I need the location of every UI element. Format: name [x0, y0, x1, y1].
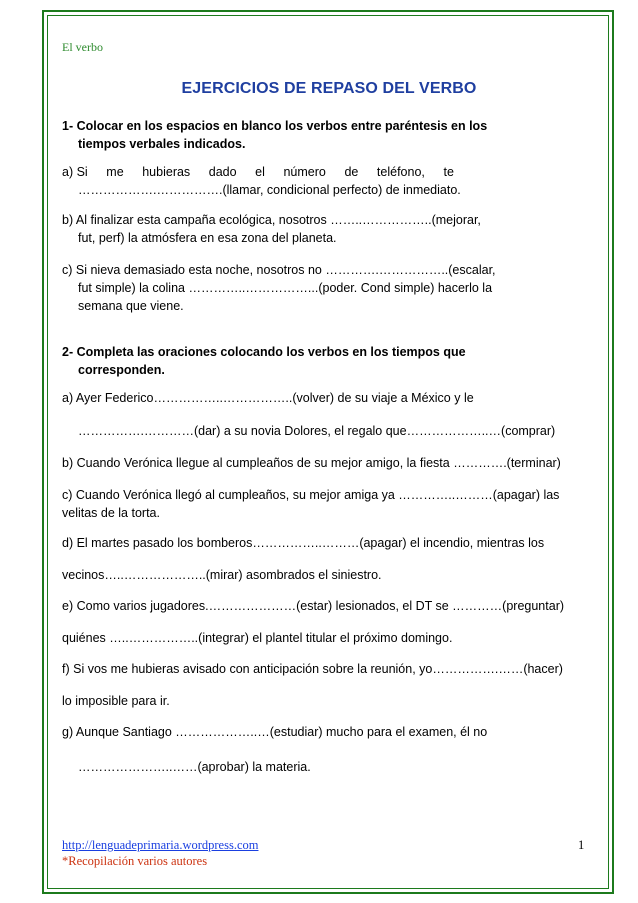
exercise2-e-line1: e) Como varios jugadores.…………………(estar) lesionados, el DT se …………(preguntar): [62, 599, 565, 613]
exercise2-f-line2: lo imposible para ir.: [62, 694, 170, 708]
word: a) Si: [62, 165, 88, 179]
exercise2-g-line1: g) Aunque Santiago ………………..…(estudiar) mucho para el examen, él no: [62, 725, 488, 739]
exercise1-b-line1: b) Al finalizar esta campaña ecológica, nosotros ……..……………..(mejorar,: [62, 213, 481, 227]
exercise1-c-line3: semana que viene.: [78, 299, 184, 313]
page-number: 1: [578, 838, 585, 852]
section2-heading-line2: corresponden.: [78, 363, 165, 377]
exercise1-c-line2: fut simple) la colina …………..……………...(poder. Cond simple) hacerlo la: [78, 281, 493, 295]
exercise1-b-line2: fut, perf) la atmósfera en esa zona del planeta.: [78, 231, 337, 245]
exercise2-a-line1: a) Ayer Federico……………..……………..(volver) de su viaje a México y le: [62, 391, 474, 405]
word: teléfono,: [376, 165, 425, 179]
section2-heading-line1: 2- Completa las oraciones colocando los verbos en los tiempos que: [62, 345, 466, 359]
word: te: [443, 165, 454, 179]
exercise2-a-line2: …………….…………(dar) a su novia Dolores, el regalo que………………..…(comprar): [78, 424, 556, 438]
exercise1-a-line2: ……………….…………….(llamar, condicional perfecto) de inmediato.: [78, 183, 461, 197]
exercise1-a-line1: [62, 162, 454, 182]
exercise1-c-line1: c) Si nieva demasiado esta noche, nosotros no ………….……………..(escalar,: [62, 263, 496, 277]
exercise2-d-line2: vecinos…..………………..(mirar) asombrados el siniestro.: [62, 568, 382, 582]
exercise2-e-line2: quiénes …..……………..(integrar) el plantel titular el próximo domingo.: [62, 631, 453, 645]
exercise2-c-line2: velitas de la torta.: [62, 506, 160, 520]
word: hubieras: [142, 165, 191, 179]
section1-heading-line2: tiempos verbales indicados.: [78, 137, 246, 151]
exercise2-d-line1: d) El martes pasado los bomberos……………..………(apagar) el incendio, mientras los: [62, 536, 545, 550]
word: de: [344, 165, 359, 179]
word: el: [255, 165, 265, 179]
section1-heading-line1: 1- Colocar en los espacios en blanco los verbos entre paréntesis en los: [62, 119, 488, 133]
footer-link[interactable]: http://lenguadeprimaria.wordpress.com: [62, 838, 259, 852]
word: dado: [208, 165, 237, 179]
word: número: [283, 165, 326, 179]
exercise2-b-line1: b) Cuando Verónica llegue al cumpleaños de su mejor amigo, la fiesta ………….(terminar): [62, 456, 561, 470]
exercise2-f-line1: f) Si vos me hubieras avisado con anticipación sobre la reunión, yo…………….……(hacer): [62, 662, 563, 676]
exercise2-g-line2: …………………..……(aprobar) la materia.: [78, 760, 311, 774]
footer-note: *Recopilación varios autores: [62, 854, 208, 868]
exercise2-c-line1: c) Cuando Verónica llegó al cumpleaños, su mejor amiga ya …………..………(apagar) las: [62, 488, 560, 502]
running-header: El verbo: [62, 40, 103, 54]
word: me: [106, 165, 124, 179]
page-title: EJERCICIOS DE REPASO DEL VERBO: [181, 80, 477, 97]
